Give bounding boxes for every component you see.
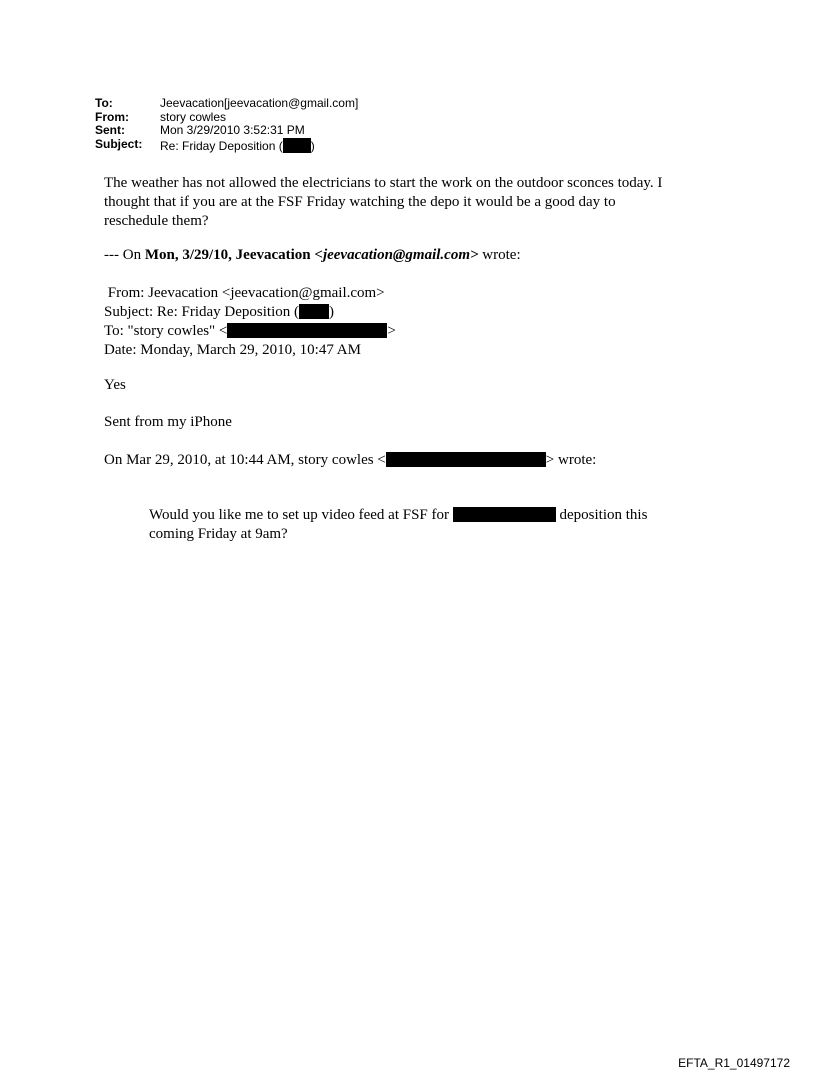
reply-attribution	[104, 451, 596, 470]
original-line	[149, 506, 647, 525]
header-to-row	[95, 97, 358, 111]
message-line: reschedule them?	[104, 213, 209, 229]
original-line: coming Friday at 9am?	[149, 526, 288, 542]
subject-suffix: )	[310, 138, 315, 153]
subject-label: Subject:	[95, 136, 143, 151]
redaction-box	[299, 304, 329, 319]
header-sent-row	[95, 124, 358, 138]
quoted-from: From: Jeevacation <jeevacation@gmail.com>	[104, 285, 385, 301]
quoted-header	[104, 284, 396, 360]
email-header	[95, 97, 358, 153]
redaction-box	[227, 323, 387, 338]
message-line: thought that if you are at the FSF Friday watching the depo it would be a good day to	[104, 194, 616, 210]
message-line: The weather has not allowed the electricians to start the work on the outdoor sconces today. I	[104, 175, 663, 191]
reply-on-prefix: On Mar 29, 2010, at 10:44 AM, story cowles <	[104, 452, 386, 468]
original-line1-suffix: deposition this	[555, 507, 648, 523]
redaction-box	[386, 452, 546, 467]
subject-value	[160, 138, 315, 154]
sent-label: Sent:	[95, 123, 125, 137]
from-label: From:	[95, 109, 129, 124]
original-line1-prefix: Would you like me to set up video feed at FSF for	[149, 507, 453, 523]
to-value: Jeevacation[jeevacation@gmail.com]	[160, 96, 359, 110]
quoted-subject	[104, 303, 396, 322]
redaction-box	[283, 138, 311, 153]
quoted-to-prefix: To: "story cowles" <	[104, 323, 228, 339]
to-label: To:	[95, 96, 113, 110]
reply-yes: Yes	[104, 377, 126, 393]
redaction-box	[453, 507, 556, 522]
quoted-subject-prefix: Subject: Re: Friday Deposition (	[104, 304, 299, 320]
quote-intro-email: <jeevacation@gmail.com>	[314, 247, 479, 263]
subject-prefix: Re: Friday Deposition (	[160, 138, 283, 153]
sent-value: Mon 3/29/2010 3:52:31 PM	[160, 123, 305, 137]
reply-on-suffix: > wrote:	[545, 452, 597, 468]
quote-intro-date-sender: Mon, 3/29/10, Jeevacation	[144, 247, 315, 263]
header-subject-row	[95, 138, 358, 154]
quote-intro-suffix: wrote:	[478, 247, 521, 263]
quote-intro	[104, 246, 521, 265]
quoted-date: Date: Monday, March 29, 2010, 10:47 AM	[104, 342, 361, 358]
reply-signature: Sent from my iPhone	[104, 414, 232, 430]
header-from-row	[95, 111, 358, 125]
original-message	[149, 506, 647, 544]
message-body	[104, 174, 662, 231]
quoted-to-suffix: >	[387, 323, 396, 339]
from-value: story cowles	[160, 109, 227, 124]
document-id: EFTA_R1_01497172	[678, 1056, 790, 1070]
quote-intro-prefix: --- On	[104, 247, 145, 263]
quoted-subject-suffix: )	[328, 304, 334, 320]
quoted-to	[104, 322, 396, 341]
